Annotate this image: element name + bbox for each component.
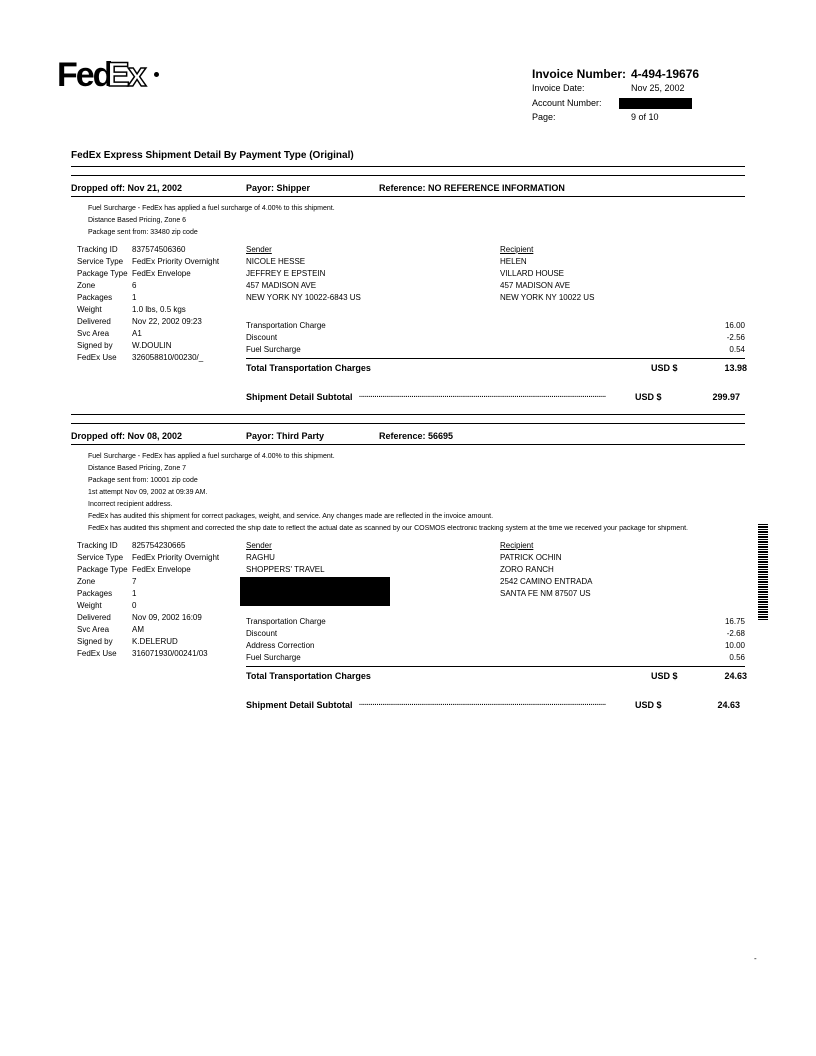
sender-label: Sender [246,245,272,254]
shipment-2-note: Distance Based Pricing, Zone 7 [88,465,187,472]
shipment-1-recipient-line: VILLARD HOUSE [500,269,565,278]
shipment-1-sender-line: JEFFREY E EPSTEIN [246,269,326,278]
package-label: Package Type [77,565,128,574]
shipment-2-fedex-use: 316071930/00241/03 [132,649,208,658]
shipment-2-note: Package sent from: 10001 zip code [88,477,198,484]
shipment-2-note: Incorrect recipient address. [88,501,173,508]
account-number-redaction [619,98,692,109]
shipment-2-sender-line: SHOPPERS' TRAVEL [246,565,325,574]
charge-amount: -2.56 [726,333,745,342]
shipment-2-recipient-line: SANTA FE NM 87507 US [500,589,591,598]
shipment-2-note: 1st attempt Nov 09, 2002 at 09:39 AM. [88,489,208,496]
shipment-1-note: Package sent from: 33480 zip code [88,229,198,236]
shipment-2-subtotal: 24.63 [717,700,740,710]
zone-label: Zone [77,281,96,290]
charge-label: Discount [246,629,278,638]
shipment-1-payor: Payor: Shipper [246,183,311,193]
shipment-2-tracking: 825754230665 [132,541,186,550]
charge-amount: -2.68 [726,629,745,638]
section-divider [71,166,745,167]
shipment-1-sender-line: NICOLE HESSE [246,257,306,266]
shipment-2-total: 24.63 [724,671,747,681]
subtotal-leader: ............................................................................................................................... [359,392,606,399]
packages-label: Packages [77,589,113,598]
shipment-1-end-rule [71,414,745,415]
shipment-1-dropped: Dropped off: Nov 21, 2002 [71,183,183,193]
shipment-1-tracking: 837574506360 [132,245,186,254]
shipment-1-charges-rule [246,358,745,359]
barcode [758,524,768,620]
shipment-2-recipient-line: PATRICK OCHIN [500,553,562,562]
invoice-date: Nov 25, 2002 [631,83,685,93]
shipment-1-reference: Reference: NO REFERENCE INFORMATION [379,183,565,193]
weight-label: Weight [77,601,102,610]
shipment-1-zone: 6 [132,281,137,290]
tracking-label: Tracking ID [77,245,118,254]
shipment-2-payor: Payor: Third Party [246,431,325,441]
charge-label: Transportation Charge [246,617,326,626]
packages-label: Packages [77,293,113,302]
signed-label: Signed by [77,637,113,646]
charge-amount: 10.00 [724,641,745,650]
shipment-2-note: FedEx has audited this shipment and corrected the ship date to reflect the actual date as scanned by our COSMOS electronic tracking system at the time we received your package for shipment. [88,525,688,532]
charge-label: Fuel Surcharge [246,653,301,662]
shipment-2-service: FedEx Priority Overnight [132,553,220,562]
delivered-label: Delivered [77,317,111,326]
subtotal-label: Shipment Detail Subtotal [246,392,353,402]
shipment-1-svc-area: A1 [132,329,142,338]
charge-label: Fuel Surcharge [246,345,301,354]
shipment-2-charges-rule [246,666,745,667]
shipment-2-recipient-line: 2542 CAMINO ENTRADA [500,577,593,586]
shipment-2-recipient-line: ZORO RANCH [500,565,554,574]
shipment-2-delivered: Nov 09, 2002 16:09 [132,613,202,622]
page-label: Page: [532,112,556,122]
footer-mark: - [754,954,757,963]
sender-label: Sender [246,541,272,550]
total-label: Total Transportation Charges [246,363,371,373]
shipment-1-note: Distance Based Pricing, Zone 6 [88,217,187,224]
shipment-1-top-rule [71,175,745,176]
sender-address-redaction [240,577,390,606]
total-label: Total Transportation Charges [246,671,371,681]
shipment-1-packages: 1 [132,293,137,302]
shipment-2-zone: 7 [132,577,137,586]
svc-area-label: Svc Area [77,329,110,338]
shipment-1-recipient-line: NEW YORK NY 10022 US [500,293,595,302]
service-label: Service Type [77,257,124,266]
invoice-date-label: Invoice Date: [532,83,585,93]
shipment-2-weight: 0 [132,601,137,610]
shipment-2-sender-line: RAGHU [246,553,275,562]
shipment-2-top-rule [71,423,745,424]
shipment-1-fedex-use: 326058810/00230/_ [132,353,204,362]
shipment-1-recipient-line: 457 MADISON AVE [500,281,571,290]
package-label: Package Type [77,269,128,278]
shipment-2-package: FedEx Envelope [132,565,191,574]
service-label: Service Type [77,553,124,562]
subtotal-leader: ............................................................................................................................... [359,700,606,707]
shipment-1-subtotal: 299.97 [712,392,740,402]
charge-amount: 16.75 [724,617,745,626]
charge-label: Discount [246,333,278,342]
shipment-2-packages: 1 [132,589,137,598]
shipment-2-note: Fuel Surcharge - FedEx has applied a fuel surcharge of 4.00% to this shipment. [88,453,335,460]
shipment-1-signed: W.DOULIN [132,341,172,350]
zone-label: Zone [77,577,96,586]
recipient-label: Recipient [500,245,534,254]
shipment-1-sender-line: 457 MADISON AVE [246,281,317,290]
invoice-number-label: Invoice Number: [532,67,627,81]
page-number: 9 of 10 [631,112,659,122]
subtotal-currency: USD $ [635,392,662,402]
shipment-1-package: FedEx Envelope [132,269,191,278]
charge-amount: 0.56 [729,653,745,662]
shipment-1-sender-line: NEW YORK NY 10022-6843 US [246,293,361,302]
logo-dot [154,72,159,77]
subtotal-label: Shipment Detail Subtotal [246,700,353,710]
shipment-2-header-rule [71,444,745,445]
fedex-use-label: FedEx Use [77,353,117,362]
shipment-2-reference: Reference: 56695 [379,431,454,441]
shipment-2-dropped: Dropped off: Nov 08, 2002 [71,431,183,441]
total-currency: USD $ [651,363,678,373]
shipment-2-svc-area: AM [132,625,144,634]
shipment-1-recipient-line: HELEN [500,257,527,266]
shipment-1-delivered: Nov 22, 2002 09:23 [132,317,202,326]
signed-label: Signed by [77,341,113,350]
charge-amount: 0.54 [729,345,745,354]
section-title: FedEx Express Shipment Detail By Payment Type (Original) [71,150,354,161]
recipient-label: Recipient [500,541,534,550]
total-currency: USD $ [651,671,678,681]
invoice-number: 4-494-19676 [631,67,700,81]
fedex-use-label: FedEx Use [77,649,117,658]
weight-label: Weight [77,305,102,314]
tracking-label: Tracking ID [77,541,118,550]
shipment-1-service: FedEx Priority Overnight [132,257,220,266]
shipment-1-note: Fuel Surcharge - FedEx has applied a fuel surcharge of 4.00% to this shipment. [88,205,335,212]
logo-ex-text: Ex [107,56,145,94]
shipment-2-signed: K.DELERUD [132,637,178,646]
shipment-1-header-rule [71,196,745,197]
subtotal-currency: USD $ [635,700,662,710]
shipment-1-weight: 1.0 lbs, 0.5 kgs [132,305,186,314]
delivered-label: Delivered [77,613,111,622]
svc-area-label: Svc Area [77,625,110,634]
logo-fed-text: Fed [57,56,112,94]
account-number-label: Account Number: [532,98,602,108]
charge-label: Transportation Charge [246,321,326,330]
shipment-1-total: 13.98 [724,363,747,373]
shipment-2-note: FedEx has audited this shipment for correct packages, weight, and service. Any changes made are reflected in the invoice amount. [88,513,494,520]
charge-label: Address Correction [246,641,315,650]
charge-amount: 16.00 [724,321,745,330]
